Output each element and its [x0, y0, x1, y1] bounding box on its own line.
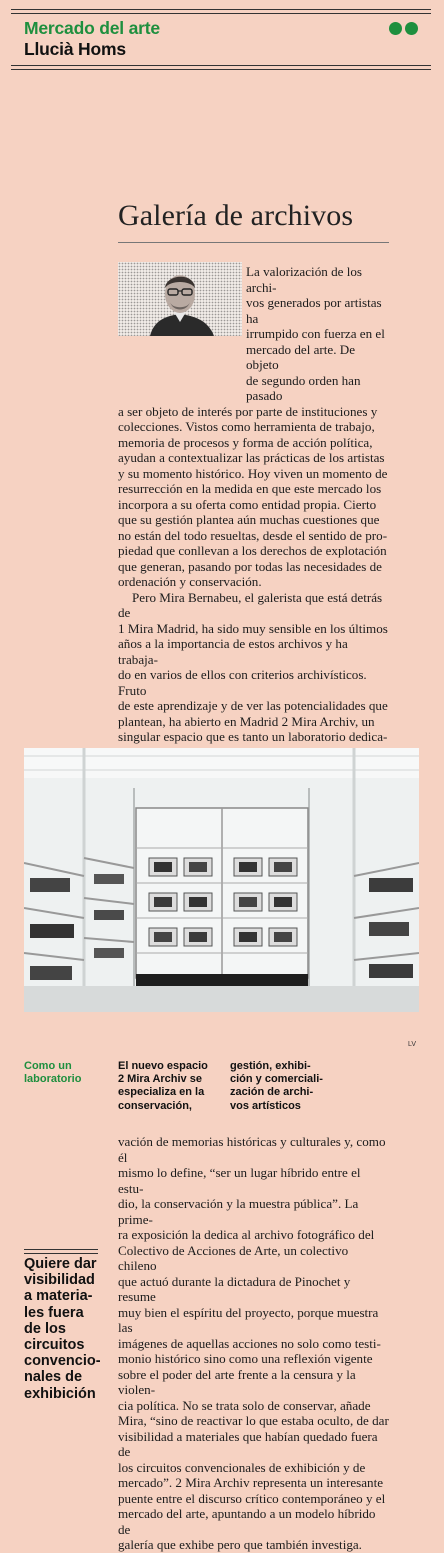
article-photo — [24, 748, 419, 1012]
caption-kicker-line: laboratorio — [24, 1073, 82, 1085]
body-line: que actuó durante la dictadura de Pinochet y resume — [118, 1273, 351, 1304]
pull-quote-line: exhibición — [24, 1385, 96, 1402]
body-line: piedad que conllevan a los derechos de explotación — [118, 543, 387, 558]
body-line: dio, la conservación y la muestra pública”. La prime- — [118, 1196, 359, 1227]
headline-rule — [118, 242, 389, 243]
article-headline: Galería de archivos — [118, 199, 354, 232]
body-line: Colectivo de Acciones de Arte, un colectivo chileno — [118, 1242, 349, 1273]
body-line: Pero Mira Bernabeu, el galerista que está detrás de — [118, 589, 383, 620]
pull-quote-line: convencio- — [24, 1353, 101, 1370]
pull-quote-rule — [24, 1249, 98, 1254]
body-line: de segundo orden han pasado — [246, 372, 361, 403]
body-line: y su momento histórico. Hoy viven un momento de — [118, 465, 388, 481]
pull-quote-line: circuitos — [24, 1337, 85, 1354]
body-line: mismo lo define, “ser un lugar híbrido entre el estu- — [118, 1165, 361, 1196]
body-line: que su gestión plantea aún muchas cuestiones que — [118, 512, 380, 527]
body-line: irrumpido con fuerza en el — [246, 326, 385, 341]
body-line: años a la importancia de estos archivos y ha trabaja- — [118, 636, 348, 667]
pull-quote-line: les fuera — [24, 1304, 84, 1321]
caption-line: zación de archi- — [230, 1086, 314, 1099]
caption-line: vos artísticos — [230, 1099, 301, 1112]
body-line: galería que exhibe pero que también investiga. — [118, 1537, 362, 1552]
body-line: resurrección en la medida en que este mercado los — [118, 481, 382, 496]
body-line: plantean, ha abierto en Madrid 2 Mira Archiv, un — [118, 713, 375, 729]
body-line: colecciones. Vistos como herramienta de trabajo, — [118, 419, 375, 434]
pull-quote-line: de los — [24, 1320, 66, 1337]
body-line: monio histórico sino como una reflexión vigente — [118, 1351, 373, 1366]
caption-col-1 — [118, 1060, 208, 1113]
caption-line: 2 Mira Archiv se — [118, 1073, 202, 1086]
body-line: mercado del arte. De objeto — [246, 341, 356, 372]
body-line: vación de memorias históricas y culturales y, como él — [118, 1134, 386, 1165]
caption-col-2 — [230, 1060, 323, 1113]
caption-kicker-line: Como un — [24, 1060, 72, 1072]
body-line: singular espacio que es tanto un laboratorio dedica- — [118, 729, 388, 744]
body-line: incorpora a su oferta como entidad propia. Cierto — [118, 496, 377, 512]
body-line: los circuitos convencionales de exhibición y de — [118, 1459, 366, 1475]
photo-credit: LV — [408, 1041, 417, 1048]
top-double-rule — [11, 9, 431, 14]
body-line: muy bien el espíritu del proyecto, porque muestra las — [118, 1304, 379, 1335]
body-line: imágenes de aquellas acciones no solo como testi- — [118, 1335, 381, 1351]
body-line: a ser objeto de interés por parte de instituciones y — [118, 403, 378, 419]
caption-line: ción y comerciali- — [230, 1073, 323, 1086]
pull-quote-line: nales de — [24, 1369, 83, 1386]
body-line: sobre el poder del arte frente a la censura y la violen- — [118, 1366, 356, 1397]
body-line: visibilidad a materiales que habían quedado fuera de — [118, 1428, 378, 1459]
pull-quote-line: Quiere dar — [24, 1256, 97, 1272]
body-line: de este aprendizaje y de ver las potencialidades que — [118, 698, 388, 713]
body-line: no están del todo resueltas, desde el sentido de pro- — [118, 527, 388, 543]
body-line: La valorización de los archi- — [246, 264, 362, 295]
body-line: do en varios de ellos con criterios archivísticos. Fruto — [118, 667, 367, 698]
brand-dot-icon — [405, 22, 418, 35]
header-double-rule — [11, 65, 431, 70]
pull-quote — [24, 1256, 110, 1402]
caption-line: especializa en la — [118, 1086, 205, 1099]
article-body-bottom — [118, 1134, 389, 1553]
section-title: Mercado del arte — [24, 18, 160, 38]
body-line: memoria de procesos y forma de acción política, — [118, 434, 373, 450]
body-line: ra exposición la dedica al archivo fotográfico del — [118, 1227, 375, 1242]
body-line: cia política. No se trata solo de conservar, añade — [118, 1397, 371, 1413]
body-line: que generan, pasando por todas las necesidades de — [118, 558, 382, 574]
pull-quote-line: visibilidad — [24, 1272, 95, 1289]
brand-dot-icon — [389, 22, 402, 35]
caption-line: El nuevo espacio — [118, 1060, 208, 1072]
author-name: Llucià Homs — [24, 39, 126, 59]
body-line: vos generados por artistas ha — [246, 295, 382, 326]
body-line: ordenación y conservación. — [118, 574, 262, 589]
caption-line: conservación, — [118, 1099, 192, 1112]
body-line: ayudan a contextualizar las prácticas de los artistas — [118, 450, 385, 465]
body-line: puente entre el discurso crítico contemporáneo y el — [118, 1490, 386, 1506]
body-line: mercado del arte, apuntando a un modelo híbrido de — [118, 1506, 376, 1537]
caption-line: gestión, exhibi- — [230, 1060, 311, 1072]
body-line: 1 Mira Madrid, ha sido muy sensible en los últimos — [118, 620, 388, 636]
pull-quote-line: a materia- — [24, 1288, 93, 1305]
body-line: Mira, “sino de reactivar lo que estaba oculto, de dar — [118, 1413, 389, 1428]
caption-kicker — [24, 1060, 106, 1086]
body-line: mercado”. 2 Mira Archiv representa un interesante — [118, 1475, 384, 1490]
